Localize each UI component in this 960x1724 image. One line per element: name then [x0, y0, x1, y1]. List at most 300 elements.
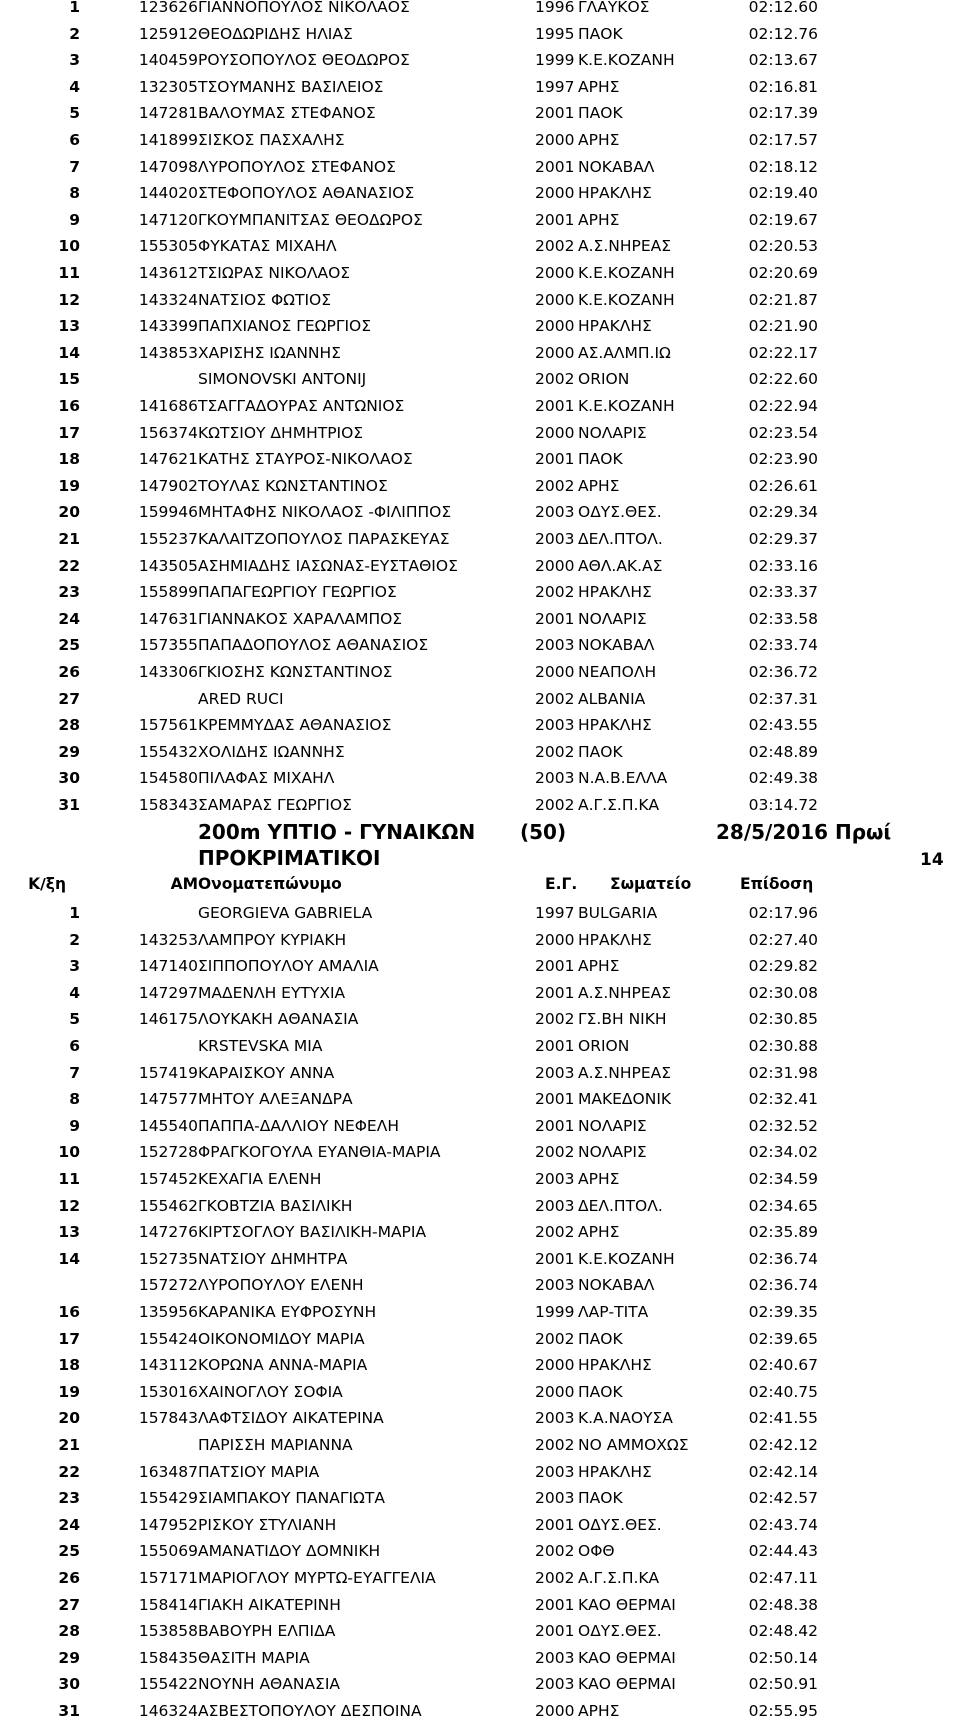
year-cell: 1999	[535, 51, 575, 70]
year-cell: 2003	[535, 1462, 575, 1481]
club-cell: Α.Σ.ΝΗΡΕΑΣ	[578, 237, 672, 256]
name-cell: ΛΟΥΚΑΚΗ ΑΘΑΝΑΣΙΑ	[198, 1010, 359, 1029]
club-cell: ΗΡΑΚΛΗΣ	[578, 1462, 652, 1481]
am-cell: 155305	[138, 237, 198, 256]
year-cell: 2001	[535, 1037, 575, 1055]
year-cell: 2000	[535, 1702, 575, 1720]
club-cell: ΝΕΑΠΟΛΗ	[578, 663, 657, 681]
name-cell: ΜΑΡΙΟΓΛΟΥ ΜΥΡΤΩ-ΕΥΑΓΓΕΛΙΑ	[198, 1569, 436, 1587]
table-row	[0, 953, 960, 979]
table-row	[0, 0, 960, 20]
time-cell: 02:43.74	[748, 1515, 818, 1534]
name-cell: ΦΥΚΑΤΑΣ ΜΙΧΑΗΛ	[198, 237, 337, 256]
year-cell: 2000	[535, 556, 575, 575]
club-cell: ΔΕΛ.ΠΤΟΛ.	[578, 1196, 663, 1215]
year-cell: 2001	[535, 983, 575, 1002]
year-cell: 2000	[535, 343, 575, 362]
table-row	[0, 233, 960, 259]
am-cell: 152735	[138, 1249, 198, 1268]
col-header-rank: Κ/ξη	[28, 875, 66, 893]
time-cell: 02:50.91	[748, 1675, 818, 1694]
table-row	[0, 1592, 960, 1618]
table-row	[0, 1645, 960, 1671]
year-cell: 2002	[535, 689, 575, 708]
table-row	[0, 927, 960, 953]
rank-cell: 25	[58, 1542, 80, 1561]
year-cell: 2003	[535, 1409, 575, 1428]
rank-cell: 15	[58, 370, 80, 389]
am-cell: 157355	[138, 636, 198, 655]
am-cell: 158343	[138, 796, 198, 814]
am-cell: 163487	[138, 1462, 198, 1481]
year-cell: 2003	[535, 1196, 575, 1215]
year-cell: 1999	[535, 1303, 575, 1321]
am-cell: 146175	[138, 1010, 198, 1029]
name-cell: ΛΑΦΤΣΙΔΟΥ ΑΙΚΑΤΕΡΙΝΑ	[198, 1409, 384, 1428]
club-cell: ΚΑΟ ΘΕΡΜΑΙ	[578, 1675, 676, 1694]
club-cell: ΓΣ.ΒΗ ΝΙΚΗ	[578, 1010, 667, 1029]
name-cell: ΣΙΣΚΟΣ ΠΑΣΧΑΛΗΣ	[198, 131, 345, 149]
rank-cell: 4	[69, 983, 80, 1002]
time-cell: 02:42.14	[748, 1462, 818, 1481]
year-cell: 2003	[535, 636, 575, 655]
club-cell: Κ.Α.ΝΑΟΥΣΑ	[578, 1409, 673, 1428]
club-cell: ΛΑΡ-ΤΙΤΑ	[578, 1303, 649, 1321]
year-cell: 2002	[535, 1143, 575, 1162]
rank-cell: 31	[58, 1702, 80, 1720]
am-cell: 147621	[138, 450, 198, 469]
am-cell: 143306	[138, 663, 198, 681]
table-row	[0, 1006, 960, 1032]
year-cell: 2001	[535, 397, 575, 415]
club-cell: ΝΟΚΑΒΑΛ	[578, 636, 655, 655]
club-cell: ΝΟΛΑΡΙΣ	[578, 423, 647, 442]
time-cell: 02:35.89	[748, 1223, 818, 1242]
time-cell: 03:14.72	[748, 796, 818, 814]
rank-cell: 16	[58, 397, 80, 415]
table-row	[0, 1246, 960, 1272]
table-row	[0, 1379, 960, 1405]
rank-cell: 14	[58, 343, 80, 362]
am-cell: 145540	[138, 1116, 198, 1135]
rank-cell: 11	[58, 1170, 80, 1188]
table-row	[0, 313, 960, 339]
time-cell: 02:47.11	[748, 1569, 818, 1587]
am-cell: 147098	[138, 157, 198, 176]
club-cell: ΠΑΟΚ	[578, 24, 623, 43]
year-cell: 2002	[535, 1223, 575, 1242]
year-cell: 2001	[535, 957, 575, 976]
year-cell: 2001	[535, 1116, 575, 1135]
club-cell: ΚΑΟ ΘΕΡΜΑΙ	[578, 1648, 676, 1667]
event-subtitle: ΠΡΟΚΡΙΜΑΤΙΚΟΙ	[198, 846, 381, 870]
rank-cell: 18	[58, 1356, 80, 1375]
table-row	[0, 1113, 960, 1139]
table-row	[0, 340, 960, 366]
name-cell: ΚΩΤΣΙΟΥ ΔΗΜΗΤΡΙΟΣ	[198, 423, 364, 442]
rank-cell: 6	[69, 1037, 80, 1055]
club-cell: ΠΑΟΚ	[578, 742, 623, 761]
am-cell: 155462	[138, 1196, 198, 1215]
time-cell: 02:19.40	[748, 184, 818, 203]
rank-cell: 26	[58, 1569, 80, 1587]
club-cell: Κ.Ε.ΚΟΖΑΝΗ	[578, 51, 675, 70]
name-cell: ΚΑΤΗΣ ΣΤΑΥΡΟΣ-ΝΙΚΟΛΑΟΣ	[198, 450, 413, 469]
table-row	[0, 366, 960, 392]
am-cell: 147140	[138, 957, 198, 976]
club-cell: Κ.Ε.ΚΟΖΑΝΗ	[578, 397, 675, 415]
table-row	[0, 1405, 960, 1431]
year-cell: 2002	[535, 476, 575, 495]
time-cell: 02:30.08	[748, 983, 818, 1002]
table-row	[0, 553, 960, 579]
table-row	[0, 21, 960, 47]
time-cell: 02:34.59	[748, 1170, 818, 1188]
time-cell: 02:12.76	[748, 24, 818, 43]
name-cell: ΒΑΛΟΥΜΑΣ ΣΤΕΦΑΝΟΣ	[198, 104, 376, 123]
year-cell: 1996	[535, 0, 575, 16]
table-row	[0, 606, 960, 632]
rank-cell: 19	[58, 476, 80, 495]
name-cell: ΠΑΡΙΣΣΗ ΜΑΡΙΑΝΝΑ	[198, 1436, 353, 1454]
am-cell: 140459	[138, 51, 198, 70]
club-cell: ΠΑΟΚ	[578, 104, 623, 123]
am-cell: 155899	[138, 583, 198, 602]
am-cell: 147120	[138, 210, 198, 229]
name-cell: ARED RUCI	[198, 689, 284, 708]
club-cell: ΚΑΟ ΘΕΡΜΑΙ	[578, 1595, 676, 1614]
name-cell: ΚΕΧΑΓΙΑ ΕΛΕΝΗ	[198, 1170, 322, 1188]
am-cell: 155237	[138, 530, 198, 548]
rank-cell: 8	[69, 184, 80, 203]
club-cell: ΗΡΑΚΛΗΣ	[578, 716, 652, 735]
club-cell: ΔΕΛ.ΠΤΟΛ.	[578, 530, 663, 548]
club-cell: Κ.Ε.ΚΟΖΑΝΗ	[578, 290, 675, 309]
club-cell: ΑΡΗΣ	[578, 77, 620, 96]
rank-cell: 11	[58, 264, 80, 282]
rank-cell: 2	[69, 24, 80, 43]
am-cell: 141899	[138, 131, 198, 149]
table-row	[0, 579, 960, 605]
name-cell: ΓΙΑΝΝΑΚΟΣ ΧΑΡΑΛΑΜΠΟΣ	[198, 609, 403, 628]
name-cell: ΓΙΑΝΝΟΠΟΥΛΟΣ ΝΙΚΟΛΑΟΣ	[198, 0, 410, 16]
club-cell: ΑΡΗΣ	[578, 1223, 620, 1242]
table-row	[0, 100, 960, 126]
am-cell: 157452	[138, 1170, 198, 1188]
rank-cell: 27	[58, 689, 80, 708]
club-cell: ΑΣ.ΑΛΜΠ.ΙΩ	[578, 343, 671, 362]
time-cell: 02:32.41	[748, 1090, 818, 1109]
am-cell: 154580	[138, 769, 198, 788]
year-cell: 2002	[535, 1569, 575, 1587]
table-row	[0, 1193, 960, 1219]
rank-cell: 8	[69, 1090, 80, 1109]
table-row	[0, 1459, 960, 1485]
time-cell: 02:20.69	[748, 264, 818, 282]
club-cell: ΠΑΟΚ	[578, 1382, 623, 1401]
rank-cell: 16	[58, 1303, 80, 1321]
club-cell: ΑΡΗΣ	[578, 957, 620, 976]
table-row	[0, 287, 960, 313]
col-header-name: Ονοματεπώνυμο	[198, 875, 342, 893]
rank-cell: 29	[58, 742, 80, 761]
time-cell: 02:37.31	[748, 689, 818, 708]
table-row	[0, 1538, 960, 1564]
rank-cell: 20	[58, 503, 80, 522]
rank-cell: 12	[58, 1196, 80, 1215]
time-cell: 02:13.67	[748, 51, 818, 70]
rank-cell: 22	[58, 556, 80, 575]
table-row	[0, 154, 960, 180]
year-cell: 2000	[535, 131, 575, 149]
rank-cell: 30	[58, 769, 80, 788]
time-cell: 02:22.60	[748, 370, 818, 389]
name-cell: ΓΚΟΒΤΖΙΑ ΒΑΣΙΛΙΚΗ	[198, 1196, 353, 1215]
rank-cell: 3	[69, 51, 80, 70]
rank-cell: 7	[69, 1063, 80, 1082]
year-cell: 2002	[535, 583, 575, 602]
year-cell: 2003	[535, 530, 575, 548]
am-cell: 157561	[138, 716, 198, 735]
club-cell: ORION	[578, 370, 630, 389]
club-cell: ΠΑΟΚ	[578, 1489, 623, 1508]
table-row	[0, 632, 960, 658]
event-entries-count: (50)	[520, 820, 567, 844]
year-cell: 2002	[535, 370, 575, 389]
col-header-time: Επίδοση	[740, 875, 814, 893]
table-row	[0, 900, 960, 926]
table-row	[0, 180, 960, 206]
year-cell: 2003	[535, 1489, 575, 1508]
rank-cell: 9	[69, 1116, 80, 1135]
name-cell: ΜΑΔΕΝΛΗ ΕΥΤΥΧΙΑ	[198, 983, 346, 1002]
am-cell: 147631	[138, 609, 198, 628]
am-cell: 135956	[138, 1303, 198, 1321]
time-cell: 02:34.65	[748, 1196, 818, 1215]
time-cell: 02:36.74	[748, 1249, 818, 1268]
name-cell: ΓΙΑΚΗ ΑΙΚΑΤΕΡΙΝΗ	[198, 1595, 341, 1614]
am-cell: 155422	[138, 1675, 198, 1694]
club-cell: Α.Γ.Σ.Π.ΚΑ	[578, 796, 660, 814]
am-cell: 143324	[138, 290, 198, 309]
table-row	[0, 792, 960, 818]
rank-cell: 3	[69, 957, 80, 976]
rank-cell: 14	[58, 1249, 80, 1268]
rank-cell: 18	[58, 450, 80, 469]
am-cell: 157171	[138, 1569, 198, 1587]
am-cell: 143253	[138, 930, 198, 949]
club-cell: ΜΑΚΕΔΟΝΙΚ	[578, 1090, 672, 1109]
time-cell: 02:50.14	[748, 1648, 818, 1667]
am-cell: 147281	[138, 104, 198, 123]
time-cell: 02:33.37	[748, 583, 818, 602]
name-cell: ΝΑΤΣΙΟΣ ΦΩΤΙΟΣ	[198, 290, 332, 309]
year-cell: 1997	[535, 904, 575, 922]
year-cell: 2000	[535, 1382, 575, 1401]
rank-cell: 6	[69, 131, 80, 149]
rank-cell: 1	[69, 0, 80, 16]
time-cell: 02:20.53	[748, 237, 818, 256]
time-cell: 02:33.74	[748, 636, 818, 655]
time-cell: 02:48.89	[748, 742, 818, 761]
rank-cell: 13	[58, 1223, 80, 1242]
year-cell: 2001	[535, 1249, 575, 1268]
name-cell: ΚΡΕΜΜΥΔΑΣ ΑΘΑΝΑΣΙΟΣ	[198, 716, 392, 735]
table-row	[0, 260, 960, 286]
event-date: 28/5/2016 Πρωί	[716, 820, 892, 844]
rank-cell: 31	[58, 796, 80, 814]
table-row	[0, 446, 960, 472]
time-cell: 02:17.57	[748, 131, 818, 149]
col-header-club: Σωματείο	[610, 875, 692, 893]
rank-cell: 23	[58, 1489, 80, 1508]
name-cell: ΤΣΑΓΓΑΔΟΥΡΑΣ ΑΝΤΩΝΙΟΣ	[198, 397, 405, 415]
am-cell: 157272	[138, 1276, 198, 1295]
name-cell: ΧΑΡΙΣΗΣ ΙΩΑΝΝΗΣ	[198, 343, 341, 362]
year-cell: 2001	[535, 157, 575, 176]
rank-cell: 4	[69, 77, 80, 96]
name-cell: ΚΟΡΩΝΑ ΑΝΝΑ-ΜΑΡΙΑ	[198, 1356, 368, 1375]
table-row	[0, 765, 960, 791]
time-cell: 02:30.88	[748, 1037, 818, 1055]
table-row	[0, 1671, 960, 1697]
rank-cell: 23	[58, 583, 80, 602]
club-cell: ΑΡΗΣ	[578, 131, 620, 149]
rank-cell: 19	[58, 1382, 80, 1401]
table-row	[0, 980, 960, 1006]
rank-cell: 9	[69, 210, 80, 229]
time-cell: 02:39.65	[748, 1329, 818, 1348]
col-header-year: Ε.Γ.	[545, 875, 578, 893]
name-cell: ΣΙΑΜΠΑΚΟΥ ΠΑΝΑΓΙΩΤΑ	[198, 1489, 385, 1508]
year-cell: 2003	[535, 503, 575, 522]
year-cell: 2001	[535, 104, 575, 123]
rank-cell: 1	[69, 904, 80, 922]
club-cell: Α.Σ.ΝΗΡΕΑΣ	[578, 1063, 672, 1082]
year-cell: 2003	[535, 1675, 575, 1694]
year-cell: 2003	[535, 1063, 575, 1082]
year-cell: 2001	[535, 1515, 575, 1534]
time-cell: 02:42.12	[748, 1436, 818, 1454]
time-cell: 02:18.12	[748, 157, 818, 176]
time-cell: 02:33.16	[748, 556, 818, 575]
table-row	[0, 1086, 960, 1112]
time-cell: 02:42.57	[748, 1489, 818, 1508]
club-cell: ΗΡΑΚΛΗΣ	[578, 930, 652, 949]
year-cell: 2000	[535, 264, 575, 282]
rank-cell: 28	[58, 1622, 80, 1641]
table-row	[0, 712, 960, 738]
am-cell: 153858	[138, 1622, 198, 1641]
club-cell: ΗΡΑΚΛΗΣ	[578, 317, 652, 336]
rank-cell: 21	[58, 530, 80, 548]
year-cell: 2002	[535, 796, 575, 814]
table-row	[0, 499, 960, 525]
time-cell: 02:22.17	[748, 343, 818, 362]
name-cell: ΚΑΡΑΝΙΚΑ ΕΥΦΡΟΣΥΝΗ	[198, 1303, 377, 1321]
am-cell: 147297	[138, 983, 198, 1002]
year-cell: 2002	[535, 1436, 575, 1454]
am-cell: 155424	[138, 1329, 198, 1348]
year-cell: 2001	[535, 210, 575, 229]
rank-cell: 10	[58, 237, 80, 256]
rank-cell: 5	[69, 1010, 80, 1029]
rank-cell: 25	[58, 636, 80, 655]
time-cell: 02:41.55	[748, 1409, 818, 1428]
year-cell: 1995	[535, 24, 575, 43]
am-cell: 123626	[138, 0, 198, 16]
club-cell: ΗΡΑΚΛΗΣ	[578, 1356, 652, 1375]
time-cell: 02:43.55	[748, 716, 818, 735]
table-row	[0, 1698, 960, 1724]
am-cell: 132305	[138, 77, 198, 96]
time-cell: 02:29.37	[748, 530, 818, 548]
name-cell: ΜΗΤΟΥ ΑΛΕΞΑΝΔΡΑ	[198, 1090, 353, 1109]
am-cell: 125912	[138, 24, 198, 43]
rank-cell: 22	[58, 1462, 80, 1481]
table-row	[0, 473, 960, 499]
club-cell: ΝΟΚΑΒΑΛ	[578, 1276, 655, 1295]
table-row	[0, 1432, 960, 1458]
name-cell: ΡΙΣΚΟΥ ΣΤΥΛΙΑΝΗ	[198, 1515, 337, 1534]
name-cell: ΑΣΗΜΙΑΔΗΣ ΙΑΣΩΝΑΣ-ΕΥΣΤΑΘΙΟΣ	[198, 556, 458, 575]
club-cell: ΟΔΥΣ.ΘΕΣ.	[578, 1622, 662, 1641]
club-cell: BULGARIA	[578, 904, 658, 922]
club-cell: Ν.Α.Β.ΕΛΛΑ	[578, 769, 668, 788]
table-row	[0, 686, 960, 712]
club-cell: ΑΡΗΣ	[578, 1170, 620, 1188]
year-cell: 2002	[535, 1329, 575, 1348]
name-cell: ΓΚΙΟΣΗΣ ΚΩΝΣΤΑΝΤΙΝΟΣ	[198, 663, 393, 681]
club-cell: ALBANIA	[578, 689, 646, 708]
year-cell: 2003	[535, 1276, 575, 1295]
am-cell: 143112	[138, 1356, 198, 1375]
name-cell: ΚΑΡΑΙΣΚΟΥ ΑΝΝΑ	[198, 1063, 335, 1082]
club-cell: ΗΡΑΚΛΗΣ	[578, 583, 652, 602]
name-cell: KRSTEVSKA MIA	[198, 1037, 323, 1055]
table-row	[0, 1219, 960, 1245]
name-cell: ΛΥΡΟΠΟΥΛΟΥ ΕΛΕΝΗ	[198, 1276, 364, 1295]
time-cell: 02:21.90	[748, 317, 818, 336]
rank-cell: 20	[58, 1409, 80, 1428]
year-cell: 2002	[535, 1542, 575, 1561]
table-row	[0, 1512, 960, 1538]
am-cell: 143612	[138, 264, 198, 282]
event-title: 200m ΥΠΤΙΟ - ΓΥΝΑΙΚΩΝ	[198, 820, 476, 844]
rank-cell: 29	[58, 1648, 80, 1667]
am-cell: 152728	[138, 1143, 198, 1162]
name-cell: ΦΡΑΓΚΟΓΟΥΛΑ ΕΥΑΝΘΙΑ-ΜΑΡΙΑ	[198, 1143, 441, 1162]
year-cell: 2000	[535, 184, 575, 203]
am-cell: 147276	[138, 1223, 198, 1242]
club-cell: ΑΡΗΣ	[578, 210, 620, 229]
time-cell: 02:39.35	[748, 1303, 818, 1321]
club-cell: ΗΡΑΚΛΗΣ	[578, 184, 652, 203]
table-row	[0, 420, 960, 446]
time-cell: 02:17.39	[748, 104, 818, 123]
am-cell: 147577	[138, 1090, 198, 1109]
year-cell: 2000	[535, 423, 575, 442]
name-cell: ΛΑΜΠΡΟΥ ΚΥΡΙΑΚΗ	[198, 930, 347, 949]
year-cell: 2002	[535, 237, 575, 256]
table-row	[0, 1485, 960, 1511]
year-cell: 2001	[535, 450, 575, 469]
name-cell: ΠΑΠΑΔΟΠΟΥΛΟΣ ΑΘΑΝΑΣΙΟΣ	[198, 636, 429, 655]
year-cell: 2001	[535, 1622, 575, 1641]
table-row	[0, 1139, 960, 1165]
time-cell: 02:34.02	[748, 1143, 818, 1162]
rank-cell: 13	[58, 317, 80, 336]
